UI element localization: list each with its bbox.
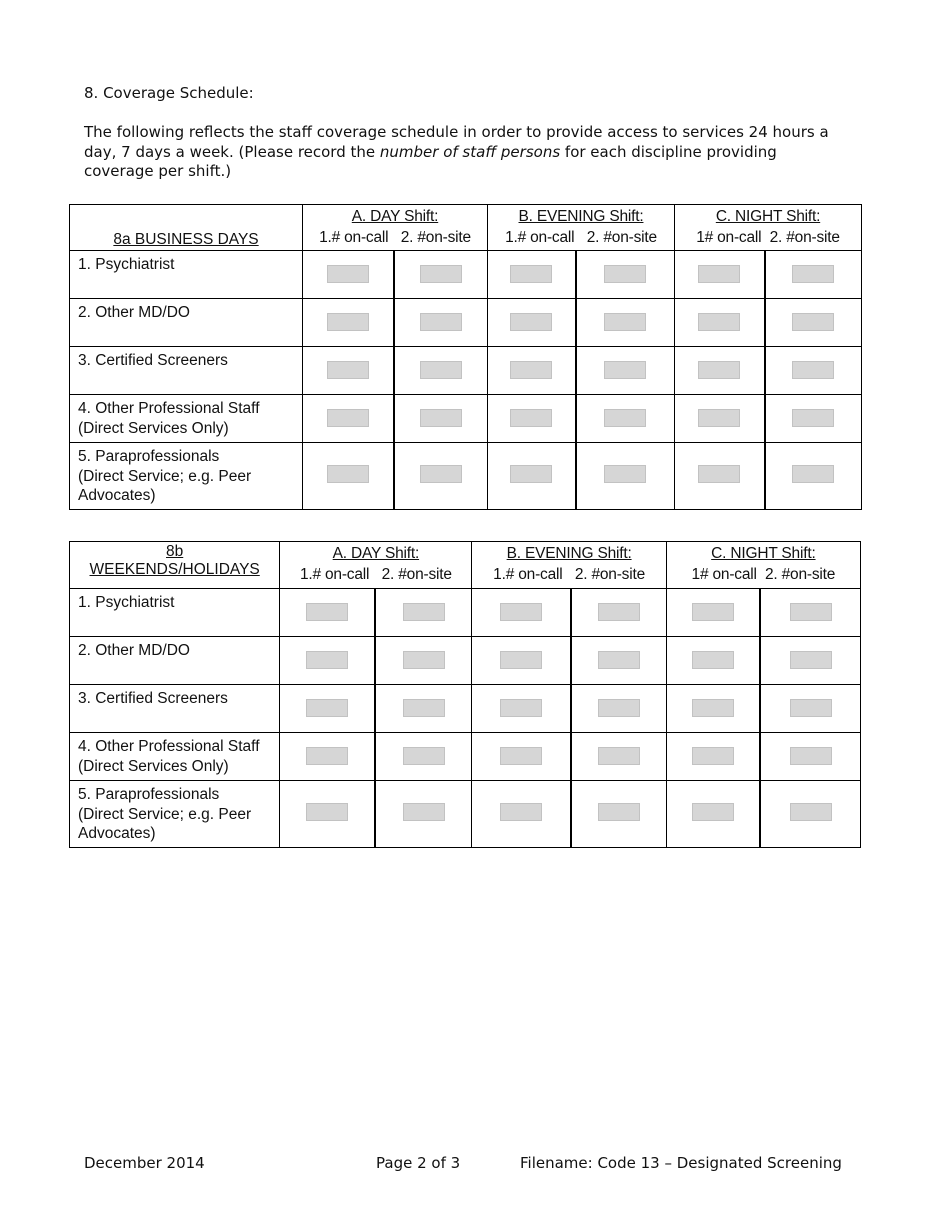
shift-title: C. NIGHT Shift: [711, 545, 816, 562]
night-on-call-cell [675, 251, 765, 299]
night-on-call-cell [666, 733, 760, 781]
day-on-site-cell [394, 251, 488, 299]
corner-header [70, 205, 303, 251]
night-on-call-input[interactable] [698, 361, 740, 379]
night-on-site-cell [765, 395, 862, 443]
day-on-call-cell [280, 685, 375, 733]
day-on-site-input[interactable] [420, 361, 462, 379]
night-on-site-input[interactable] [790, 603, 832, 621]
table-row [70, 781, 861, 848]
day-on-call-input[interactable] [306, 803, 348, 821]
evening-on-site-input[interactable] [604, 409, 646, 427]
night-on-call-input[interactable] [692, 603, 734, 621]
evening-on-call-cell [472, 685, 571, 733]
evening-on-call-input[interactable] [510, 313, 552, 331]
footer-date: December 2014 [84, 1154, 205, 1172]
shift-subheaders [488, 229, 674, 247]
day-on-call-input[interactable] [306, 747, 348, 765]
day-on-call-cell [280, 781, 375, 848]
day-shift-header [280, 542, 472, 589]
day-on-site-cell [394, 347, 488, 395]
night-on-call-input[interactable] [698, 313, 740, 331]
day-on-site-cell [375, 781, 472, 848]
night-on-call-input[interactable] [692, 747, 734, 765]
row-label [70, 637, 280, 685]
day-on-site-cell [394, 443, 488, 510]
evening-on-site-input[interactable] [604, 265, 646, 283]
night-on-site-cell [760, 637, 860, 685]
night-on-site-cell [765, 347, 862, 395]
night-on-site-input[interactable] [792, 361, 834, 379]
row-label [70, 299, 303, 347]
day-on-call-input[interactable] [327, 361, 369, 379]
evening-on-call-cell [488, 395, 576, 443]
day-on-site-input[interactable] [403, 651, 445, 669]
evening-on-site-input[interactable] [604, 313, 646, 331]
evening-on-site-input[interactable] [598, 747, 640, 765]
table-8b-weekends-holidays [69, 541, 861, 848]
on-site-label: 2. #on-site [574, 566, 646, 583]
evening-on-site-input[interactable] [598, 803, 640, 821]
table-row [70, 685, 861, 733]
on-call-label: 1# on-call [696, 229, 762, 246]
on-site-label: 2. #on-site [381, 566, 452, 583]
day-on-call-input[interactable] [327, 465, 369, 483]
row-label [70, 781, 280, 848]
night-on-call-cell [666, 637, 760, 685]
shift-subheaders [675, 229, 861, 247]
row-label-line1: 3. Certified Screeners [78, 352, 228, 369]
row-label [70, 251, 303, 299]
day-on-site-cell [394, 395, 488, 443]
day-on-site-input[interactable] [403, 699, 445, 717]
row-label-line1: 4. Other Professional Staff [78, 738, 260, 755]
night-on-call-cell [666, 781, 760, 848]
night-on-call-cell [666, 685, 760, 733]
evening-on-call-cell [488, 443, 576, 510]
shift-title: C. NIGHT Shift: [715, 208, 821, 225]
day-on-call-cell [280, 637, 375, 685]
row-label-line2: (Direct Services Only) [78, 420, 229, 437]
table-row [70, 589, 861, 637]
row-label [70, 347, 303, 395]
intro-emphasis: number of staff persons [379, 142, 561, 161]
evening-on-call-cell [488, 299, 576, 347]
night-on-site-input[interactable] [792, 409, 834, 427]
evening-on-site-cell [571, 589, 666, 637]
night-on-call-input[interactable] [698, 409, 740, 427]
shift-title: A. DAY Shift: [332, 545, 420, 562]
row-label-line1: 1. Psychiatrist [78, 594, 175, 611]
evening-on-site-cell [571, 685, 666, 733]
table-row [70, 443, 862, 510]
night-on-site-input[interactable] [790, 747, 832, 765]
row-label-line2: (Direct Services Only) [78, 758, 229, 775]
night-on-site-input[interactable] [790, 699, 832, 717]
evening-on-site-input[interactable] [598, 651, 640, 669]
evening-on-call-cell [472, 733, 571, 781]
day-on-site-input[interactable] [420, 313, 462, 331]
night-on-site-cell [765, 299, 862, 347]
on-call-label: 1.# on-call [505, 229, 575, 246]
on-call-label: 1.# on-call [319, 229, 389, 246]
on-call-label: 1.# on-call [493, 566, 563, 583]
shift-title: B. EVENING Shift: [506, 545, 632, 562]
footer-page-number: Page 2 of 3 [376, 1154, 461, 1172]
day-on-call-input[interactable] [327, 265, 369, 283]
day-on-call-cell [303, 443, 394, 510]
evening-on-site-cell [576, 251, 675, 299]
evening-on-call-input[interactable] [500, 603, 542, 621]
evening-on-site-cell [576, 395, 675, 443]
on-site-label: 2. #on-site [769, 229, 840, 246]
evening-on-site-cell [576, 299, 675, 347]
shift-subheaders [472, 566, 665, 584]
shift-title: A. DAY Shift: [351, 208, 439, 225]
night-on-site-cell [765, 251, 862, 299]
day-on-call-input[interactable] [327, 313, 369, 331]
shift-subheaders [280, 566, 471, 584]
evening-on-call-cell [488, 347, 576, 395]
shift-title: B. EVENING Shift: [518, 208, 644, 225]
section-title: 8. Coverage Schedule: [84, 84, 254, 102]
night-on-site-cell [760, 781, 860, 848]
row-label-line1: 4. Other Professional Staff [78, 400, 260, 417]
night-shift-header [666, 542, 860, 589]
day-on-call-cell [303, 395, 394, 443]
evening-on-call-input[interactable] [510, 409, 552, 427]
evening-shift-header [472, 542, 666, 589]
night-on-call-cell [675, 395, 765, 443]
evening-on-call-cell [488, 251, 576, 299]
night-on-call-cell [675, 347, 765, 395]
corner-label-line1: 8b [166, 543, 184, 560]
on-site-label: 2. #on-site [400, 229, 471, 246]
day-on-site-cell [394, 299, 488, 347]
evening-on-call-input[interactable] [510, 361, 552, 379]
day-on-site-cell [375, 685, 472, 733]
evening-on-call-input[interactable] [500, 699, 542, 717]
evening-on-call-input[interactable] [510, 465, 552, 483]
table-row [70, 251, 862, 299]
evening-on-site-cell [576, 443, 675, 510]
evening-on-call-cell [472, 637, 571, 685]
day-on-call-input[interactable] [327, 409, 369, 427]
evening-on-site-input[interactable] [598, 603, 640, 621]
day-on-call-input[interactable] [306, 651, 348, 669]
night-on-call-input[interactable] [692, 651, 734, 669]
evening-on-call-input[interactable] [500, 651, 542, 669]
night-on-call-cell [666, 589, 760, 637]
day-on-site-input[interactable] [420, 265, 462, 283]
evening-on-site-input[interactable] [598, 699, 640, 717]
day-on-site-input[interactable] [403, 603, 445, 621]
evening-on-site-cell [571, 733, 666, 781]
night-on-site-cell [765, 443, 862, 510]
corner-label-line2: WEEKENDS/HOLIDAYS [89, 561, 260, 578]
corner-label: 8a BUSINESS DAYS [113, 231, 259, 248]
evening-on-call-input[interactable] [500, 747, 542, 765]
evening-on-site-input[interactable] [604, 361, 646, 379]
table-8a-business-days [69, 204, 862, 510]
day-on-site-input[interactable] [403, 747, 445, 765]
row-label-line1: 2. Other MD/DO [78, 304, 190, 321]
table-row [70, 347, 862, 395]
night-on-site-cell [760, 733, 860, 781]
row-label-line1: 5. Paraprofessionals [78, 448, 220, 465]
day-on-call-cell [303, 251, 394, 299]
evening-on-site-cell [576, 347, 675, 395]
night-on-site-input[interactable] [790, 803, 832, 821]
row-label [70, 685, 280, 733]
evening-on-call-cell [472, 781, 571, 848]
row-label-line1: 3. Certified Screeners [78, 690, 228, 707]
night-on-site-cell [760, 685, 860, 733]
day-on-call-input[interactable] [306, 603, 348, 621]
evening-on-site-cell [571, 637, 666, 685]
on-call-label: 1.# on-call [299, 566, 370, 583]
intro-text-end: for each discipline providing coverage per shift.) [84, 142, 777, 180]
table-header-row [70, 205, 862, 251]
night-on-site-cell [760, 589, 860, 637]
day-on-site-input[interactable] [420, 465, 462, 483]
day-on-site-input[interactable] [420, 409, 462, 427]
row-label-line1: 2. Other MD/DO [78, 642, 190, 659]
night-on-call-cell [675, 443, 765, 510]
night-on-site-input[interactable] [790, 651, 832, 669]
table-row [70, 637, 861, 685]
night-on-site-input[interactable] [792, 313, 834, 331]
night-on-call-input[interactable] [698, 465, 740, 483]
on-site-label: 2. #on-site [764, 566, 836, 583]
day-on-site-cell [375, 589, 472, 637]
evening-on-site-cell [571, 781, 666, 848]
night-on-call-cell [675, 299, 765, 347]
night-on-call-input[interactable] [698, 265, 740, 283]
night-on-call-input[interactable] [692, 699, 734, 717]
day-on-call-cell [280, 589, 375, 637]
intro-paragraph [84, 123, 844, 182]
shift-subheaders [667, 566, 860, 584]
intro-text-start: The following reflects the staff coverage schedule in order to provide access to services 24 hours a day, 7 days a week. (Please record the [84, 123, 829, 161]
table-row [70, 395, 862, 443]
row-label-line1: 1. Psychiatrist [78, 256, 175, 273]
night-on-call-input[interactable] [692, 803, 734, 821]
row-label [70, 733, 280, 781]
row-label-line1: 5. Paraprofessionals [78, 786, 220, 803]
night-on-site-input[interactable] [792, 265, 834, 283]
row-label [70, 589, 280, 637]
on-site-label: 2. #on-site [586, 229, 657, 246]
night-shift-header [675, 205, 862, 251]
day-on-call-cell [303, 299, 394, 347]
day-on-site-cell [375, 733, 472, 781]
evening-on-site-input[interactable] [604, 465, 646, 483]
evening-shift-header [488, 205, 675, 251]
table-row [70, 733, 861, 781]
table-row [70, 299, 862, 347]
day-on-site-input[interactable] [403, 803, 445, 821]
evening-on-call-input[interactable] [500, 803, 542, 821]
day-on-call-input[interactable] [306, 699, 348, 717]
corner-header [70, 542, 280, 589]
row-label-line2: (Direct Service; e.g. Peer Advocates) [78, 468, 252, 504]
footer-filename: Filename: Code 13 – Designated Screening [520, 1154, 842, 1172]
table-header-row [70, 542, 861, 589]
shift-subheaders [303, 229, 487, 247]
on-call-label: 1# on-call [691, 566, 757, 583]
day-on-call-cell [280, 733, 375, 781]
night-on-site-input[interactable] [792, 465, 834, 483]
evening-on-call-input[interactable] [510, 265, 552, 283]
evening-on-call-cell [472, 589, 571, 637]
day-on-call-cell [303, 347, 394, 395]
day-on-site-cell [375, 637, 472, 685]
row-label [70, 443, 303, 510]
day-shift-header [303, 205, 488, 251]
row-label [70, 395, 303, 443]
row-label-line2: (Direct Service; e.g. Peer Advocates) [78, 806, 252, 842]
